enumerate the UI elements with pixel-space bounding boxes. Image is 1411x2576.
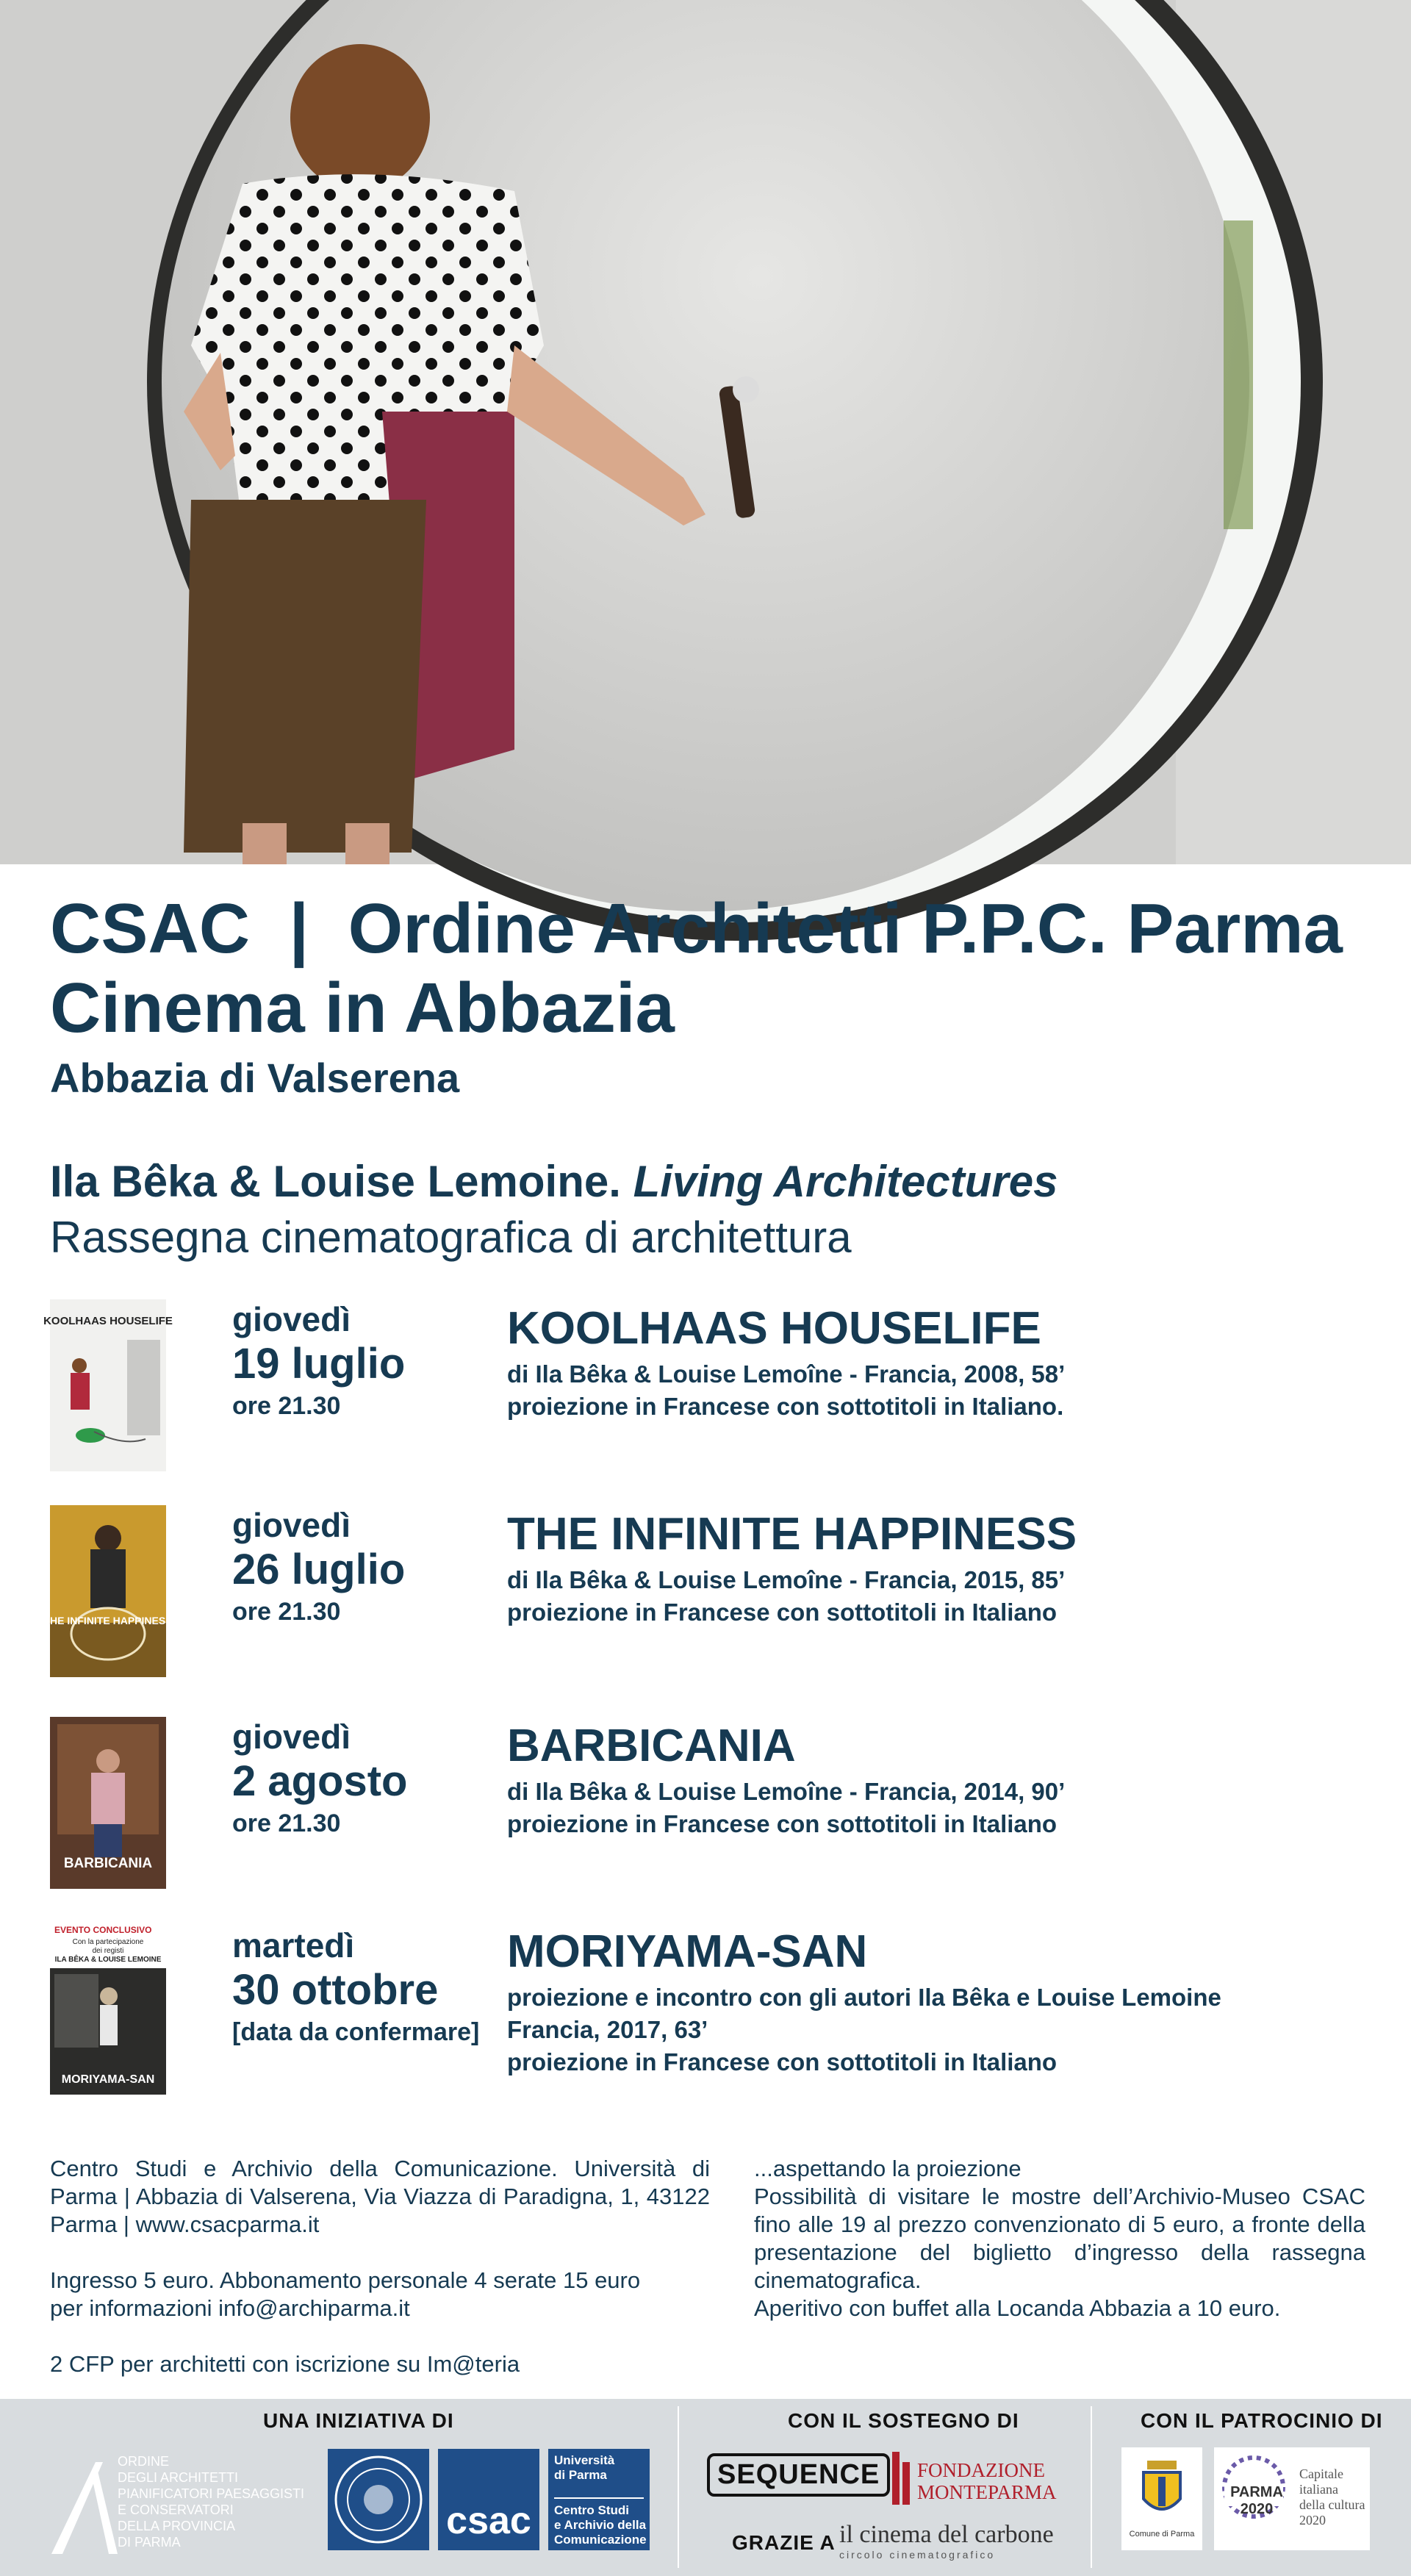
poster-note: dei registi [92, 1947, 124, 1955]
ordine-line: PIANIFICATORI PAESAGGISTI [118, 2486, 305, 2501]
unipr-csac-logo [548, 2449, 650, 2550]
footer-right [754, 2155, 1365, 2322]
seal-icon [328, 2449, 429, 2550]
film-credits: di Ila Bêka & Louise Lemoîne - Francia, 2015, 85’ [507, 1566, 1066, 1593]
ordine-line: ORDINE [118, 2454, 170, 2469]
ordine-line: E CONSERVATORI [118, 2503, 234, 2517]
title-line2: Cinema in Abbazia [50, 969, 675, 1047]
event-day-month: 26 luglio [232, 1546, 406, 1593]
initiative-label: UNA INIZIATIVA DI [263, 2409, 454, 2432]
film-poster [50, 1923, 166, 2095]
poster-title: KOOLHAAS HOUSELIFE [43, 1315, 173, 1327]
event-date [232, 1299, 548, 1423]
event-time: ore 21.30 [232, 1598, 341, 1626]
film-language: proiezione in Francese con sottotitoli in Italiano [507, 1810, 1058, 1837]
centro-line: Centro Studi [554, 2503, 629, 2517]
csac-logo [438, 2449, 539, 2550]
poster-banner: EVENTO CONCLUSIVO [54, 1925, 152, 1935]
ordine-line: DI PARMA [118, 2535, 181, 2550]
capitale-line: 2020 [1299, 2513, 1326, 2527]
cinema-carbone-sub: circolo cinematografico [839, 2549, 996, 2561]
film-language: proiezione in Francese con sottotitoli in Italiano [507, 2048, 1058, 2075]
fondazione-line: FONDAZIONE [917, 2459, 1045, 2481]
series-name: Living Architectures [633, 1157, 1058, 1206]
event-date [232, 1926, 548, 2049]
event-time: [data da confermare] [232, 2018, 480, 2046]
event-weekday: giovedì [232, 1506, 351, 1544]
film-title: MORIYAMA-SAN [507, 1926, 868, 1977]
event-info [507, 1299, 1374, 1423]
film-year: Francia, 2017, 63’ [507, 2016, 708, 2043]
unipr-line: di Parma [554, 2468, 607, 2482]
series-title [50, 1154, 1373, 1210]
support-label: CON IL SOSTEGNO DI [788, 2409, 1019, 2432]
comune-parma-logo [1121, 2447, 1202, 2550]
event-date [232, 1505, 548, 1629]
centro-text [554, 2503, 647, 2547]
film-language: proiezione in Francese con sottotitoli in Italiano. [507, 1393, 1064, 1420]
csac-logo-text: csac [446, 2500, 531, 2542]
patronage-label: CON IL PATROCINIO DI [1141, 2409, 1383, 2432]
fondazione-text [917, 2459, 1057, 2503]
capitale-line: italiana [1299, 2482, 1338, 2497]
film-title: BARBICANIA [507, 1721, 796, 1771]
film-credits: proiezione e incontro con gli autori Ila Bêka e Louise Lemoine [507, 1984, 1221, 2011]
event-date [232, 1717, 548, 1840]
film-credits: di Ila Bêka & Louise Lemoîne - Francia, 2014, 90’ [507, 1778, 1066, 1805]
capitale-line: Capitale [1299, 2466, 1343, 2481]
poster-title: MORIYAMA-SAN [61, 2073, 155, 2086]
centro-line: e Archivio della [554, 2518, 647, 2532]
coat-of-arms-icon [1121, 2447, 1202, 2528]
event-weekday: giovedì [232, 1718, 351, 1756]
header [50, 889, 1373, 1104]
film-credits: di Ila Bêka & Louise Lemoîne - Francia, 2008, 58’ [507, 1360, 1066, 1388]
capitale-text [1299, 2466, 1365, 2528]
sequence-text: SEQUENCE [707, 2453, 890, 2497]
event-time: ore 21.30 [232, 1392, 341, 1420]
poster-note: ILA BÊKA & LOUISE LEMOINE [54, 1956, 162, 1964]
fondazione-icon [892, 2452, 911, 2505]
title-line1: CSAC | Ordine Architetti P.P.C. Parma [50, 889, 1343, 968]
event-time: ore 21.30 [232, 1809, 341, 1837]
unipr-text [554, 2453, 614, 2483]
poster-note: Con la partecipazione [72, 1938, 144, 1946]
fondazione-logo [892, 2449, 1069, 2508]
film-language: proiezione in Francese con sottotitoli in Italiano [507, 1599, 1058, 1626]
sequence-logo [707, 2449, 880, 2502]
ordine-architetti-logo [44, 2447, 323, 2565]
ordine-line: DEGLI ARCHITETTI [118, 2470, 239, 2485]
logo-divider [554, 2497, 644, 2499]
thanks-label: GRAZIE A [732, 2531, 836, 2554]
centro-line: Comunicazione [554, 2533, 647, 2547]
info-text: per informazioni info@archiparma.it [50, 2295, 410, 2321]
address-text: Centro Studi e Archivio della Comunicazione. Università di Parma | Abbazia di Valserena, Via Viazza di Paradigna, 1, 43122 Parma | www.csacparma.it [50, 2156, 710, 2237]
film-title: THE INFINITE HAPPINESS [507, 1509, 1077, 1560]
poster-title: BARBICANIA [63, 1856, 153, 1871]
fondazione-line: MONTEPARMA [917, 2481, 1057, 2503]
film-poster [50, 1717, 166, 1889]
event-day-month: 2 agosto [232, 1757, 408, 1805]
ticket-text: Ingresso 5 euro. Abbonamento personale 4 serate 15 euro [50, 2267, 641, 2293]
event-weekday: martedì [232, 1926, 355, 1965]
parma-2020-text: PARMA 2020 [1230, 2484, 1283, 2517]
sponsors-band [0, 2399, 1411, 2576]
ordine-text [118, 2453, 304, 2550]
series-authors: Ila Bêka & Louise Lemoine. [50, 1157, 621, 1206]
ordine-a-icon [44, 2447, 125, 2558]
film-title: KOOLHAAS HOUSELIFE [507, 1303, 1041, 1354]
divider [1091, 2406, 1092, 2568]
film-poster [43, 1299, 173, 1471]
event-day-month: 19 luglio [232, 1340, 406, 1388]
hero-photo [0, 0, 1411, 864]
parma-2020-logo [1214, 2447, 1370, 2550]
university-seal-logo [328, 2449, 429, 2550]
waiting-text: Possibilità di visitare le mostre dell’Archivio-Museo CSAC fino alle 19 al prezzo convenzionato di 5 euro, a fronte della presentazione del biglietto d’ingresso della rassegna cinematografica. [754, 2184, 1365, 2293]
event-info [507, 1505, 1374, 1629]
unipr-line: Università [554, 2453, 615, 2467]
cinema-carbone-logo [839, 2521, 1074, 2568]
cinema-carbone-text: il cinema del carbone [839, 2521, 1054, 2548]
event-info [507, 1717, 1374, 1840]
film-poster [43, 1505, 173, 1677]
series-heading [50, 1154, 1373, 1266]
footer-left [50, 2155, 710, 2378]
comune-text: Comune di Parma [1129, 2530, 1195, 2539]
capitale-line: della cultura [1299, 2497, 1365, 2512]
divider [678, 2406, 679, 2568]
ordine-line: DELLA PROVINCIA [118, 2519, 236, 2533]
poster-title: THE INFINITE HAPPINESS [43, 1615, 173, 1626]
event-info [507, 1923, 1374, 2078]
event-weekday: giovedì [232, 1300, 351, 1338]
aperitivo-text: Aperitivo con buffet alla Locanda Abbazia a 10 euro. [754, 2295, 1281, 2321]
waiting-heading: ...aspettando la proiezione [754, 2156, 1022, 2181]
venue: Abbazia di Valserena [50, 1055, 460, 1101]
series-subtitle: Rassegna cinematografica di architettura [50, 1213, 852, 1262]
event-day-month: 30 ottobre [232, 1966, 439, 2014]
cfp-text: 2 CFP per architetti con iscrizione su Im@teria [50, 2351, 520, 2377]
